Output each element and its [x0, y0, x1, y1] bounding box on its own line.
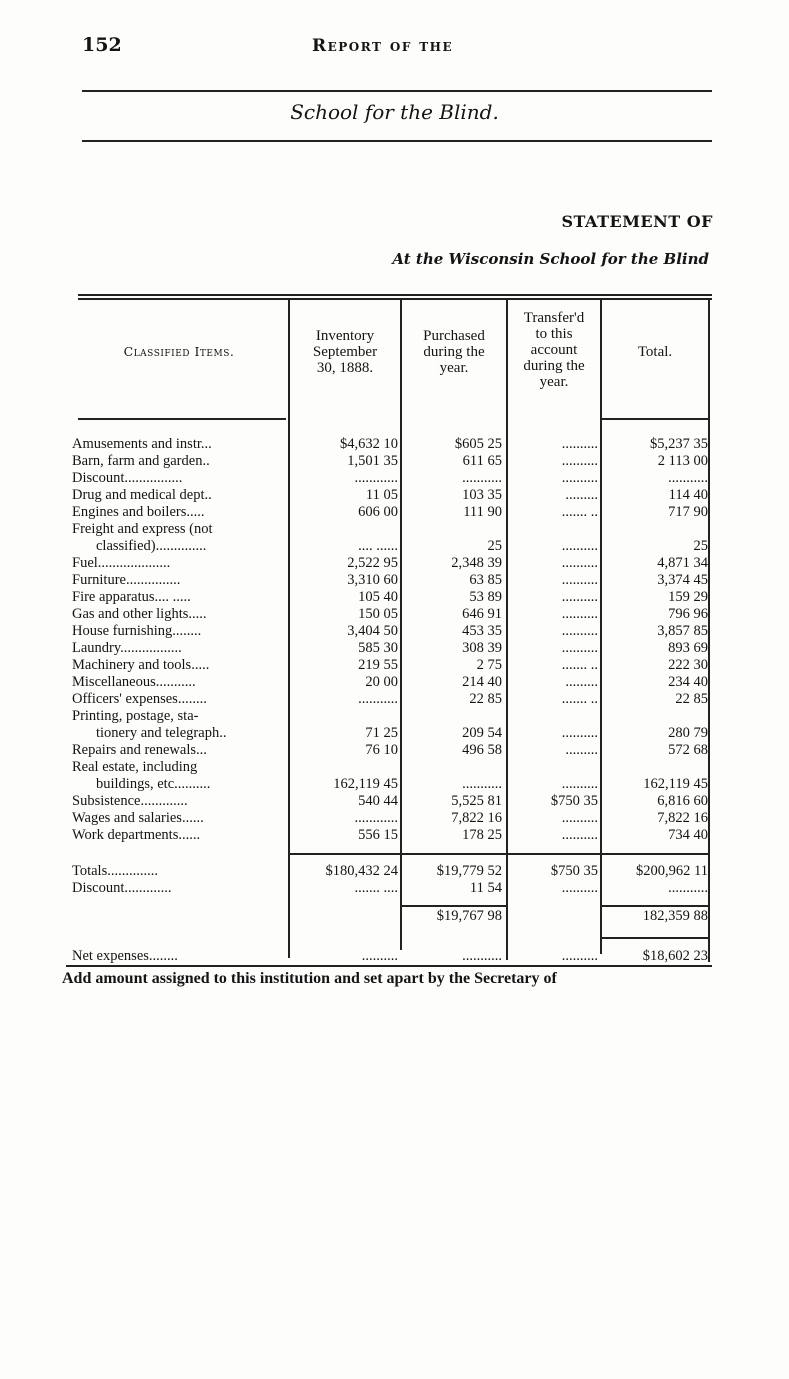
cell-inventory: ....... .... [354, 880, 398, 896]
cell-inventory: 219 55 [358, 657, 398, 673]
cell-purchased: $19,767 98 [436, 908, 502, 924]
cell-total: 572 68 [668, 742, 708, 758]
table-row [66, 691, 712, 708]
page-number: 152 [82, 34, 122, 56]
row-label: Fire apparatus.... ..... [72, 589, 191, 605]
table-top-double-rule-2 [78, 298, 712, 300]
top-rule [82, 90, 712, 92]
cell-purchased: 209 54 [462, 725, 502, 741]
cell-transferred: .......... [561, 948, 598, 964]
cell-inventory: 1,501 35 [347, 453, 398, 469]
cell-inventory: 71 25 [365, 725, 398, 741]
table-row [66, 776, 712, 793]
table-row [66, 810, 712, 827]
cell-total: 717 90 [668, 504, 708, 520]
col-header-inventory-line: 30, 1888. [316, 360, 374, 376]
row-label: buildings, etc.......... [96, 776, 211, 792]
row-label: Discount................ [72, 470, 183, 486]
col-header-items: Classified Items. [123, 344, 235, 359]
cell-purchased: ........... [462, 948, 502, 964]
col-header-purchased-line: year. [439, 360, 469, 376]
cell-purchased: 5,525 81 [451, 793, 502, 809]
section-rule [82, 140, 712, 142]
cell-transferred: .......... [561, 589, 598, 605]
table-row [66, 725, 712, 742]
cell-total: 7,822 16 [657, 810, 708, 826]
row-label: Subsistence............. [72, 793, 188, 809]
cell-purchased: ........... [462, 776, 502, 792]
cell-total: 3,374 45 [657, 572, 708, 588]
header-bottom-rule [78, 418, 286, 420]
table-row-subtotal [66, 908, 712, 925]
cell-purchased: $19,779 52 [436, 863, 502, 879]
cell-total: $200,962 11 [636, 863, 708, 879]
table-row [66, 589, 712, 606]
cell-purchased: 11 54 [469, 880, 502, 896]
cell-transferred: $750 35 [550, 863, 598, 879]
cell-transferred: ......... [565, 742, 598, 758]
row-label: Gas and other lights..... [72, 606, 207, 622]
col-header-transferred [508, 310, 600, 390]
col-header-inventory-line: September [312, 344, 378, 360]
cell-purchased: 63 85 [469, 572, 502, 588]
cell-transferred: .......... [561, 470, 598, 486]
cell-inventory: 540 44 [358, 793, 398, 809]
table-row [66, 657, 712, 674]
cell-total: 22 85 [675, 691, 708, 707]
row-label: Real estate, including [72, 759, 198, 775]
cell-purchased: 2,348 39 [451, 555, 502, 571]
subtotal-rule [400, 905, 506, 907]
cell-total: ........... [668, 880, 708, 896]
cell-transferred: .......... [561, 640, 598, 656]
cell-purchased: 2 75 [476, 657, 502, 673]
table-row [66, 640, 712, 657]
table-bottom-rule [66, 965, 712, 967]
table-row [66, 538, 712, 555]
cell-purchased: 7,822 16 [451, 810, 502, 826]
cell-total: 734 40 [668, 827, 708, 843]
table-row-discount [66, 880, 712, 897]
table-row [66, 572, 712, 589]
cell-inventory: 76 10 [365, 742, 398, 758]
cell-transferred: .......... [561, 880, 598, 896]
cell-total: 162,119 45 [643, 776, 708, 792]
cell-total: ........... [668, 470, 708, 486]
table-row [66, 555, 712, 572]
cell-purchased: $605 25 [454, 436, 502, 452]
col-header-purchased-line: during the [423, 344, 485, 360]
cell-total: $18,602 23 [642, 948, 708, 964]
row-label: Wages and salaries...... [72, 810, 204, 826]
cell-inventory: 20 00 [365, 674, 398, 690]
col-header-transferred-line: Transfer'd [523, 310, 585, 326]
table-top-double-rule [78, 294, 712, 296]
cell-inventory: 150 05 [358, 606, 398, 622]
cell-total: 4,871 34 [657, 555, 708, 571]
cell-transferred: ......... [565, 674, 598, 690]
col-header-inventory [292, 328, 398, 376]
row-label: Net expenses........ [72, 948, 178, 964]
cell-inventory: 105 40 [358, 589, 398, 605]
table-row [66, 521, 712, 538]
statement-table [66, 294, 712, 966]
cell-inventory: .......... [361, 948, 398, 964]
cell-total: 280 79 [668, 725, 708, 741]
cell-total: 222 30 [668, 657, 708, 673]
row-label: Amusements and instr... [72, 436, 212, 452]
table-row-totals [66, 863, 712, 880]
cell-transferred: $750 35 [550, 793, 598, 809]
row-label: Barn, farm and garden.. [72, 453, 210, 469]
cell-purchased: 103 35 [462, 487, 502, 503]
cell-transferred: .......... [561, 436, 598, 452]
net-rule [602, 937, 708, 939]
cell-inventory: 585 30 [358, 640, 398, 656]
cell-inventory: 162,119 45 [333, 776, 398, 792]
table-row [66, 470, 712, 487]
cell-inventory: 606 00 [358, 504, 398, 520]
cell-inventory: ............ [354, 810, 398, 826]
cell-total: 159 29 [668, 589, 708, 605]
table-row [66, 487, 712, 504]
cell-total: $5,237 35 [650, 436, 708, 452]
cell-inventory: $4,632 10 [340, 436, 398, 452]
table-row [66, 453, 712, 470]
cell-inventory: 3,404 50 [347, 623, 398, 639]
col-header-purchased-line: Purchased [423, 328, 485, 344]
col-header-transferred-line: year. [539, 374, 569, 390]
row-label: Fuel.................... [72, 555, 171, 571]
table-row-net-expenses [66, 948, 712, 965]
cell-total: 6,816 60 [657, 793, 708, 809]
cell-inventory: ........... [358, 691, 398, 707]
cell-inventory: $180,432 24 [325, 863, 398, 879]
cell-inventory: 556 15 [358, 827, 398, 843]
col-header-inventory-line: Inventory [315, 328, 375, 344]
cell-transferred: ....... .. [561, 657, 598, 673]
cell-total: 2 113 00 [657, 453, 708, 469]
cell-total: 114 40 [668, 487, 708, 503]
cell-inventory: 11 05 [365, 487, 398, 503]
cell-total: 796 96 [668, 606, 708, 622]
cell-transferred: .......... [561, 810, 598, 826]
table-row [66, 793, 712, 810]
cell-purchased: 22 85 [469, 691, 502, 707]
cell-total: 234 40 [668, 674, 708, 690]
table-row [66, 742, 712, 759]
row-label: Furniture............... [72, 572, 181, 588]
row-label: Officers' expenses........ [72, 691, 207, 707]
cell-transferred: .......... [561, 538, 598, 554]
row-label: Engines and boilers..... [72, 504, 205, 520]
cell-purchased: 453 35 [462, 623, 502, 639]
cell-total: 25 [693, 538, 708, 554]
statement-subheading: At the Wisconsin School for the Blind [392, 250, 709, 268]
row-label: Freight and express (not [72, 521, 213, 537]
row-label: Machinery and tools..... [72, 657, 210, 673]
cell-total: 893 69 [668, 640, 708, 656]
row-label: Work departments...... [72, 827, 201, 843]
table-row [66, 606, 712, 623]
row-label: classified).............. [96, 538, 207, 554]
row-label: Miscellaneous........... [72, 674, 196, 690]
row-label: tionery and telegraph.. [96, 725, 227, 741]
col-header-transferred-line: to this [535, 326, 573, 342]
row-label: Totals.............. [72, 863, 158, 879]
totals-rule [288, 853, 708, 855]
cell-inventory: 2,522 95 [347, 555, 398, 571]
cell-transferred: .......... [561, 555, 598, 571]
col-header-transferred-line: account [530, 342, 578, 358]
col-header-purchased [402, 328, 506, 376]
row-label: Laundry................. [72, 640, 182, 656]
cell-inventory: 3,310 60 [347, 572, 398, 588]
table-row [66, 708, 712, 725]
row-label: Printing, postage, sta- [72, 708, 199, 724]
cell-purchased: 646 91 [462, 606, 502, 622]
cell-transferred: ....... .. [561, 504, 598, 520]
col-header-total: Total. [637, 344, 673, 360]
cell-transferred: .......... [561, 776, 598, 792]
table-row [66, 504, 712, 521]
col-header-transferred-line: during the [523, 358, 585, 374]
cell-transferred: ....... .. [561, 691, 598, 707]
cell-transferred: ......... [565, 487, 598, 503]
subtotal-rule-total [602, 905, 708, 907]
cell-purchased: 611 65 [462, 453, 502, 469]
row-label: Discount............. [72, 880, 172, 896]
cell-purchased: ........... [462, 470, 502, 486]
row-label: House furnishing........ [72, 623, 202, 639]
table-row [66, 623, 712, 640]
cell-transferred: .......... [561, 827, 598, 843]
cell-transferred: .......... [561, 623, 598, 639]
table-row [66, 436, 712, 453]
statement-heading: STATEMENT OF [561, 212, 713, 231]
cell-inventory: .... ...... [358, 538, 398, 554]
section-title: School for the Blind. [290, 100, 499, 124]
table-row [66, 674, 712, 691]
cell-purchased: 53 89 [469, 589, 502, 605]
cell-total: 3,857 85 [657, 623, 708, 639]
cell-transferred: .......... [561, 453, 598, 469]
footer-text: Add amount assigned to this institution and set apart by the Secretary of [62, 970, 557, 987]
table-row [66, 759, 712, 776]
cell-transferred: .......... [561, 606, 598, 622]
cell-transferred: .......... [561, 725, 598, 741]
table-row [66, 827, 712, 844]
row-label: Repairs and renewals... [72, 742, 207, 758]
cell-total: 182,359 88 [642, 908, 708, 924]
cell-purchased: 25 [487, 538, 502, 554]
cell-purchased: 496 58 [462, 742, 502, 758]
cell-inventory: ............ [354, 470, 398, 486]
row-label: Drug and medical dept.. [72, 487, 212, 503]
cell-purchased: 214 40 [462, 674, 502, 690]
cell-purchased: 178 25 [462, 827, 502, 843]
cell-purchased: 111 90 [463, 504, 502, 520]
running-title: Report of the [312, 36, 454, 56]
cell-purchased: 308 39 [462, 640, 502, 656]
cell-transferred: .......... [561, 572, 598, 588]
header-bottom-rule-right [602, 418, 708, 420]
